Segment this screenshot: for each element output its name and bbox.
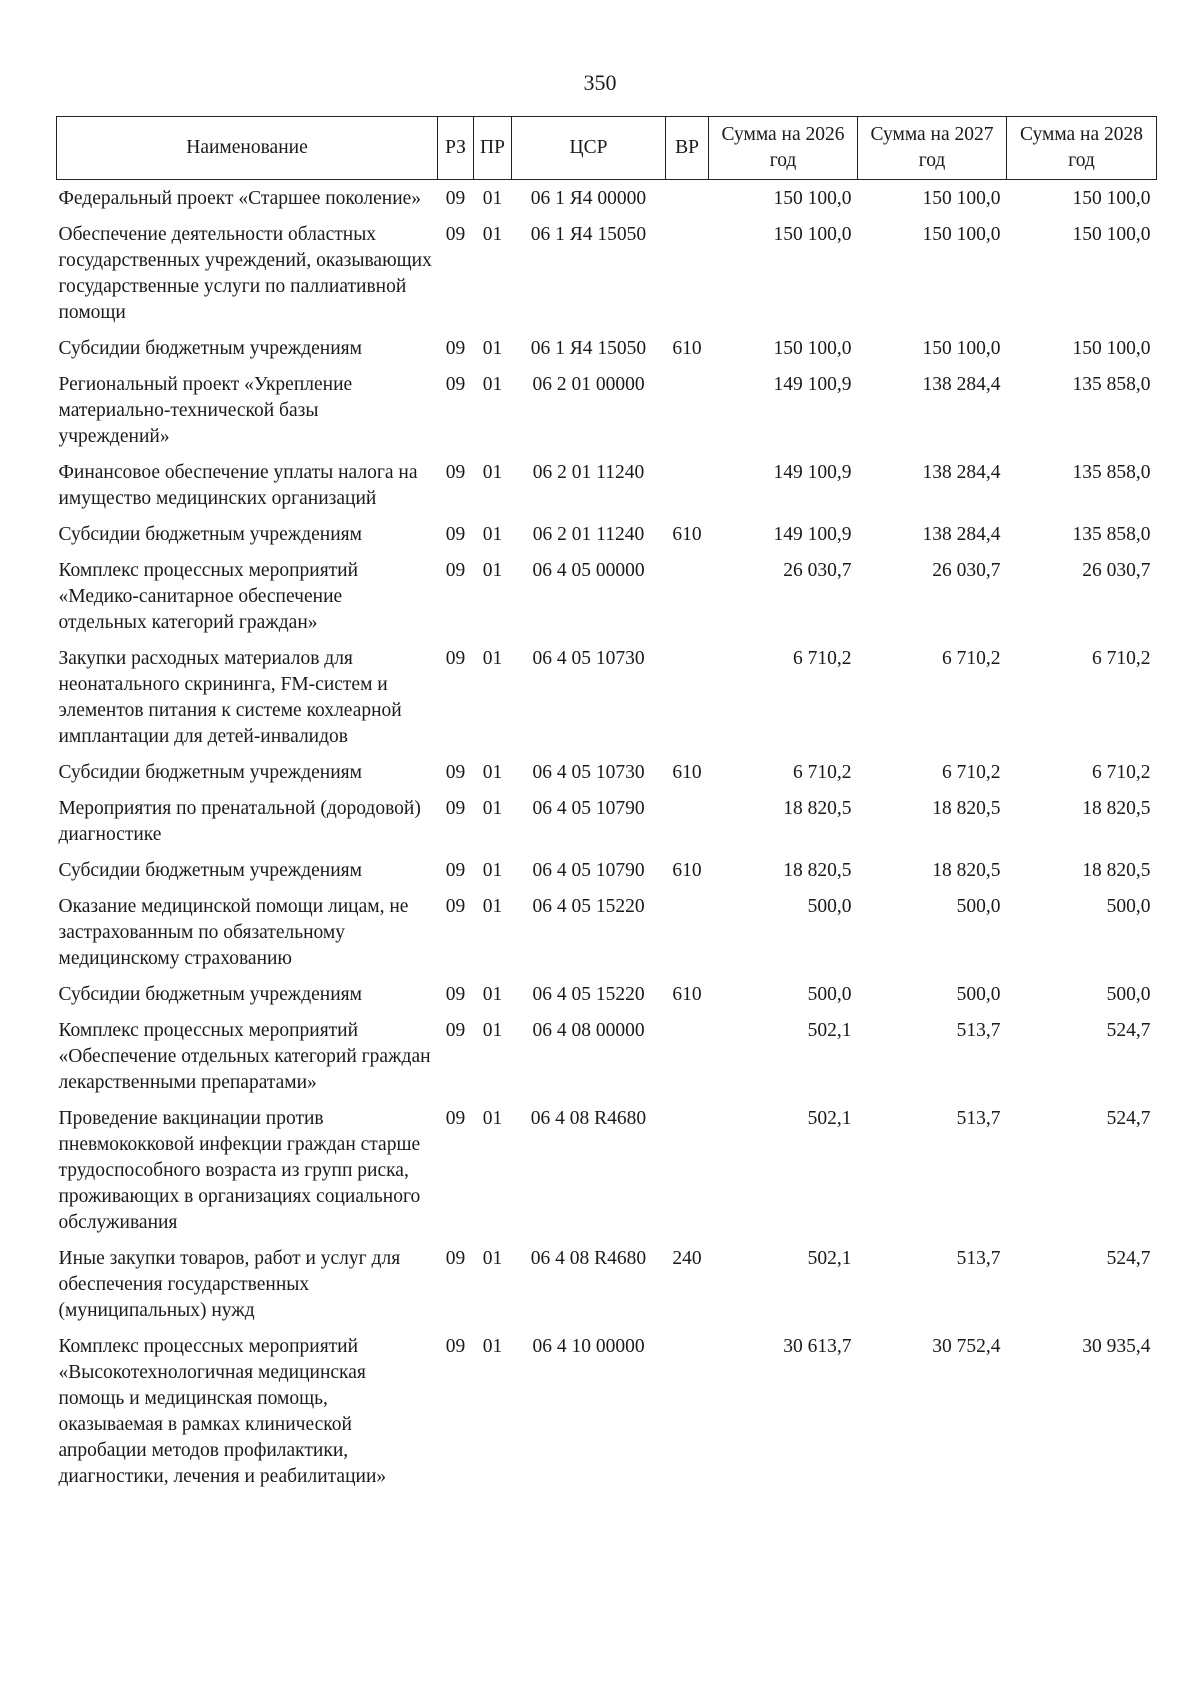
row-name: Финансовое обеспечение уплаты налога на имущество медицинских организаций	[58, 462, 418, 509]
row-pr: 01	[482, 1108, 503, 1129]
row-sum-2026: 26 030,7	[783, 560, 852, 581]
row-sum-2026: 18 820,5	[783, 860, 852, 881]
row-sum-2027: 150 100,0	[922, 188, 1001, 209]
row-sum-2027: 150 100,0	[922, 224, 1001, 245]
row-sum-2028: 135 858,0	[1072, 524, 1151, 545]
header-sum-2026: Сумма на 2026 год	[709, 117, 858, 180]
header-sum-2028: Сумма на 2028 год	[1007, 117, 1157, 180]
row-sum-2026: 30 613,7	[783, 1336, 852, 1357]
row-csr: 06 4 08 R4680	[530, 1108, 647, 1129]
row-sum-2026: 6 710,2	[793, 762, 852, 783]
row-pr: 01	[482, 188, 503, 209]
row-csr: 06 2 01 11240	[532, 462, 645, 483]
table-row	[57, 216, 1157, 330]
row-sum-2028: 524,7	[1106, 1108, 1151, 1129]
row-rz: 09	[445, 224, 466, 245]
row-sum-2027: 26 030,7	[932, 560, 1001, 581]
table-body	[57, 180, 1157, 1495]
row-vr	[666, 790, 709, 852]
row-sum-2026: 149 100,9	[773, 374, 852, 395]
row-sum-2026: 502,1	[807, 1248, 852, 1269]
row-pr: 01	[482, 224, 503, 245]
row-pr: 01	[482, 860, 503, 881]
row-pr: 01	[482, 560, 503, 581]
row-csr: 06 1 Я4 15050	[530, 224, 647, 245]
row-sum-2027: 513,7	[956, 1108, 1001, 1129]
budget-table	[56, 116, 1157, 1494]
row-sum-2026: 502,1	[807, 1020, 852, 1041]
row-vr	[666, 1100, 709, 1240]
row-sum-2026: 18 820,5	[783, 798, 852, 819]
row-vr: 610	[672, 984, 702, 1005]
row-name: Закупки расходных материалов для неонатального скрининга, FM-систем и элементов питания к системе кохлеарной имплантации для детей-инвалидов	[58, 648, 402, 747]
row-sum-2027: 6 710,2	[942, 648, 1001, 669]
header-rz: РЗ	[438, 117, 474, 180]
row-csr: 06 4 05 10790	[532, 798, 645, 819]
row-name: Субсидии бюджетным учреждениям	[58, 762, 362, 783]
row-csr: 06 4 10 00000	[532, 1336, 645, 1357]
row-pr: 01	[482, 896, 503, 917]
row-sum-2028: 150 100,0	[1072, 188, 1151, 209]
row-rz: 09	[445, 896, 466, 917]
row-csr: 06 4 08 00000	[532, 1020, 645, 1041]
row-sum-2028: 524,7	[1106, 1248, 1151, 1269]
row-vr	[666, 1012, 709, 1100]
row-sum-2026: 150 100,0	[773, 188, 852, 209]
row-vr	[666, 180, 709, 217]
row-vr	[666, 888, 709, 976]
row-vr	[666, 552, 709, 640]
table-row	[57, 754, 1157, 790]
row-name: Федеральный проект «Старшее поколение»	[58, 188, 422, 209]
table-row	[57, 552, 1157, 640]
row-sum-2028: 135 858,0	[1072, 462, 1151, 483]
row-csr: 06 4 05 10730	[532, 762, 645, 783]
table-row	[57, 852, 1157, 888]
row-rz: 09	[445, 560, 466, 581]
row-name: Комплекс процессных мероприятий «Обеспечение отдельных категорий граждан лекарственными препаратами»	[58, 1020, 431, 1093]
row-sum-2026: 6 710,2	[793, 648, 852, 669]
row-pr: 01	[482, 984, 503, 1005]
table-row	[57, 888, 1157, 976]
row-vr: 610	[672, 524, 702, 545]
row-csr: 06 2 01 00000	[532, 374, 645, 395]
row-sum-2026: 149 100,9	[773, 524, 852, 545]
table-row	[57, 976, 1157, 1012]
row-csr: 06 4 08 R4680	[530, 1248, 647, 1269]
table-row	[57, 330, 1157, 366]
row-sum-2026: 500,0	[807, 896, 852, 917]
row-sum-2027: 500,0	[956, 984, 1001, 1005]
row-sum-2028: 30 935,4	[1082, 1336, 1151, 1357]
row-pr: 01	[482, 798, 503, 819]
table-row	[57, 1100, 1157, 1240]
row-vr	[666, 640, 709, 754]
table-row	[57, 180, 1157, 217]
header-csr: ЦСР	[512, 117, 666, 180]
row-rz: 09	[445, 648, 466, 669]
table-row	[57, 366, 1157, 454]
row-rz: 09	[445, 462, 466, 483]
row-vr	[666, 1328, 709, 1494]
row-sum-2028: 6 710,2	[1092, 762, 1151, 783]
row-sum-2026: 150 100,0	[773, 224, 852, 245]
row-sum-2027: 138 284,4	[922, 524, 1001, 545]
row-pr: 01	[482, 524, 503, 545]
row-pr: 01	[482, 648, 503, 669]
row-pr: 01	[482, 462, 503, 483]
row-vr	[666, 216, 709, 330]
row-sum-2027: 500,0	[956, 896, 1001, 917]
row-name: Комплекс процессных мероприятий «Высокотехнологичная медицинская помощь и медицинская помощь, оказываемая в рамках клинической апробации методов профилактики, диагностики, лечения и реабилитации»	[58, 1336, 387, 1487]
row-pr: 01	[482, 1020, 503, 1041]
row-rz: 09	[445, 188, 466, 209]
row-sum-2028: 18 820,5	[1082, 860, 1151, 881]
row-rz: 09	[445, 1336, 466, 1357]
row-rz: 09	[445, 1020, 466, 1041]
row-name: Оказание медицинской помощи лицам, не застрахованным по обязательному медицинскому страхованию	[58, 896, 409, 969]
row-rz: 09	[445, 984, 466, 1005]
row-vr: 610	[672, 762, 702, 783]
table-row	[57, 454, 1157, 516]
table-header-row	[57, 117, 1157, 180]
row-name: Мероприятия по пренатальной (дородовой) диагностике	[58, 798, 421, 845]
row-sum-2026: 149 100,9	[773, 462, 852, 483]
row-sum-2027: 513,7	[956, 1248, 1001, 1269]
row-pr: 01	[482, 338, 503, 359]
table-row	[57, 790, 1157, 852]
row-sum-2028: 500,0	[1106, 984, 1151, 1005]
row-sum-2027: 18 820,5	[932, 798, 1001, 819]
row-csr: 06 4 05 10790	[532, 860, 645, 881]
budget-table-container	[56, 116, 1156, 1494]
row-vr: 610	[672, 860, 702, 881]
row-name: Иные закупки товаров, работ и услуг для обеспечения государственных (муниципальных) нужд	[58, 1248, 401, 1321]
row-rz: 09	[445, 798, 466, 819]
row-sum-2026: 502,1	[807, 1108, 852, 1129]
row-pr: 01	[482, 1336, 503, 1357]
row-csr: 06 4 05 15220	[532, 896, 645, 917]
row-sum-2028: 500,0	[1106, 896, 1151, 917]
row-sum-2027: 18 820,5	[932, 860, 1001, 881]
table-row	[57, 1240, 1157, 1328]
row-sum-2028: 6 710,2	[1092, 648, 1151, 669]
row-name: Субсидии бюджетным учреждениям	[58, 338, 362, 359]
row-pr: 01	[482, 762, 503, 783]
row-csr: 06 1 Я4 00000	[530, 188, 647, 209]
row-sum-2026: 500,0	[807, 984, 852, 1005]
row-sum-2028: 18 820,5	[1082, 798, 1151, 819]
row-rz: 09	[445, 762, 466, 783]
row-sum-2027: 138 284,4	[922, 374, 1001, 395]
table-row	[57, 1012, 1157, 1100]
row-sum-2027: 30 752,4	[932, 1336, 1001, 1357]
row-sum-2028: 26 030,7	[1082, 560, 1151, 581]
row-csr: 06 1 Я4 15050	[530, 338, 647, 359]
row-vr	[666, 366, 709, 454]
row-name: Субсидии бюджетным учреждениям	[58, 860, 362, 881]
row-sum-2028: 524,7	[1106, 1020, 1151, 1041]
row-sum-2027: 138 284,4	[922, 462, 1001, 483]
header-vr: ВР	[666, 117, 709, 180]
row-sum-2027: 150 100,0	[922, 338, 1001, 359]
row-sum-2028: 150 100,0	[1072, 224, 1151, 245]
row-sum-2028: 135 858,0	[1072, 374, 1151, 395]
row-csr: 06 4 05 00000	[532, 560, 645, 581]
row-name: Комплекс процессных мероприятий «Медико-санитарное обеспечение отдельных категорий граждан»	[58, 560, 359, 633]
row-vr: 610	[672, 338, 702, 359]
row-sum-2027: 513,7	[956, 1020, 1001, 1041]
row-pr: 01	[482, 374, 503, 395]
row-csr: 06 4 05 15220	[532, 984, 645, 1005]
header-pr: ПР	[474, 117, 512, 180]
row-name: Субсидии бюджетным учреждениям	[58, 524, 362, 545]
row-name: Региональный проект «Укрепление материально-технической базы учреждений»	[58, 374, 353, 447]
table-row	[57, 640, 1157, 754]
row-sum-2026: 150 100,0	[773, 338, 852, 359]
table-row	[57, 1328, 1157, 1494]
row-sum-2028: 150 100,0	[1072, 338, 1151, 359]
row-vr: 240	[672, 1248, 702, 1269]
row-name: Субсидии бюджетным учреждениям	[58, 984, 362, 1005]
row-sum-2027: 6 710,2	[942, 762, 1001, 783]
row-rz: 09	[445, 338, 466, 359]
table-row	[57, 516, 1157, 552]
row-rz: 09	[445, 1108, 466, 1129]
row-rz: 09	[445, 860, 466, 881]
page-number: 350	[583, 70, 617, 95]
row-rz: 09	[445, 374, 466, 395]
row-name: Проведение вакцинации против пневмококковой инфекции граждан старше трудоспособного возраста из групп риска, проживающих в организациях социального обслуживания	[58, 1108, 421, 1233]
row-pr: 01	[482, 1248, 503, 1269]
row-csr: 06 2 01 11240	[532, 524, 645, 545]
row-rz: 09	[445, 1248, 466, 1269]
row-rz: 09	[445, 524, 466, 545]
header-name: Наименование	[57, 117, 438, 180]
row-vr	[666, 454, 709, 516]
header-sum-2027: Сумма на 2027 год	[858, 117, 1007, 180]
row-csr: 06 4 05 10730	[532, 648, 645, 669]
row-name: Обеспечение деятельности областных государственных учреждений, оказывающих государственные услуги по паллиативной помощи	[58, 224, 432, 323]
